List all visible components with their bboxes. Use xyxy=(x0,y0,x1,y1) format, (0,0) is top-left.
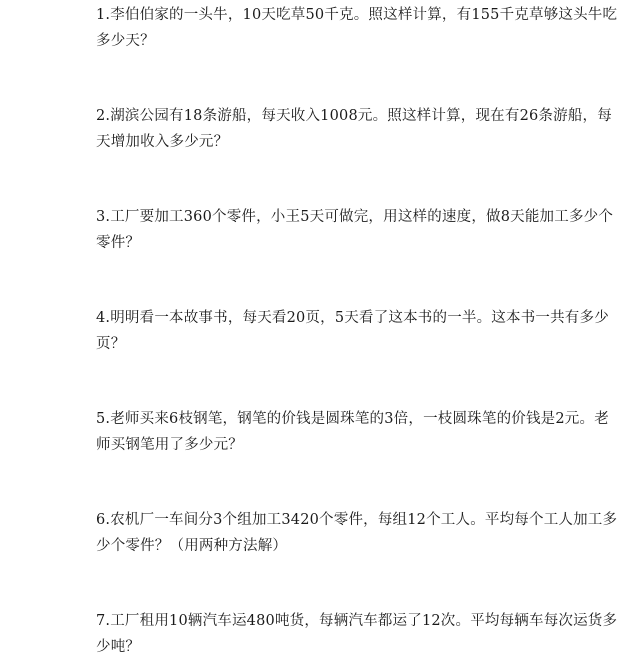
word-problem-5 xyxy=(96,406,609,458)
problem-text-line: 零件？ xyxy=(96,235,141,251)
problem-text-line: 少个零件？（用两种方法解） xyxy=(96,538,288,554)
word-problem-6 xyxy=(96,507,618,559)
problem-text-line: 少吨？ xyxy=(96,639,141,655)
problem-text-line: 6.农机厂一车间分3个组加工3420个零件，每组12个工人。平均每个工人加工多 xyxy=(96,512,618,528)
word-problem-1 xyxy=(96,2,618,54)
problem-text-line: 师买钢笔用了多少元？ xyxy=(96,437,243,453)
word-problem-3 xyxy=(96,204,614,256)
problem-text-line: 页？ xyxy=(96,336,126,352)
problem-text-line: 4.明明看一本故事书，每天看20页，5天看了这本书的一半。这本书一共有多少 xyxy=(96,310,609,326)
word-problem-2 xyxy=(96,103,612,155)
problem-text-line: 2.湖滨公园有18条游船，每天收入1008元。照这样计算，现在有26条游船，每 xyxy=(96,108,612,124)
problem-text-line: 7.工厂租用10辆汽车运480吨货，每辆汽车都运了12次。平均每辆车每次运货多 xyxy=(96,613,618,629)
problem-text-line: 3.工厂要加工360个零件，小王5天可做完，用这样的速度，做8天能加工多少个 xyxy=(96,209,614,225)
word-problem-4 xyxy=(96,305,609,357)
problem-text-line: 5.老师买来6枝钢笔，钢笔的价钱是圆珠笔的3倍，一枝圆珠笔的价钱是2元。老 xyxy=(96,411,609,427)
word-problem-7 xyxy=(96,608,618,660)
problem-text-line: 1.李伯伯家的一头牛，10天吃草50千克。照这样计算，有155千克草够这头牛吃 xyxy=(96,7,618,23)
problem-text-line: 天增加收入多少元？ xyxy=(96,134,229,150)
problem-text-line: 多少天？ xyxy=(96,33,155,49)
